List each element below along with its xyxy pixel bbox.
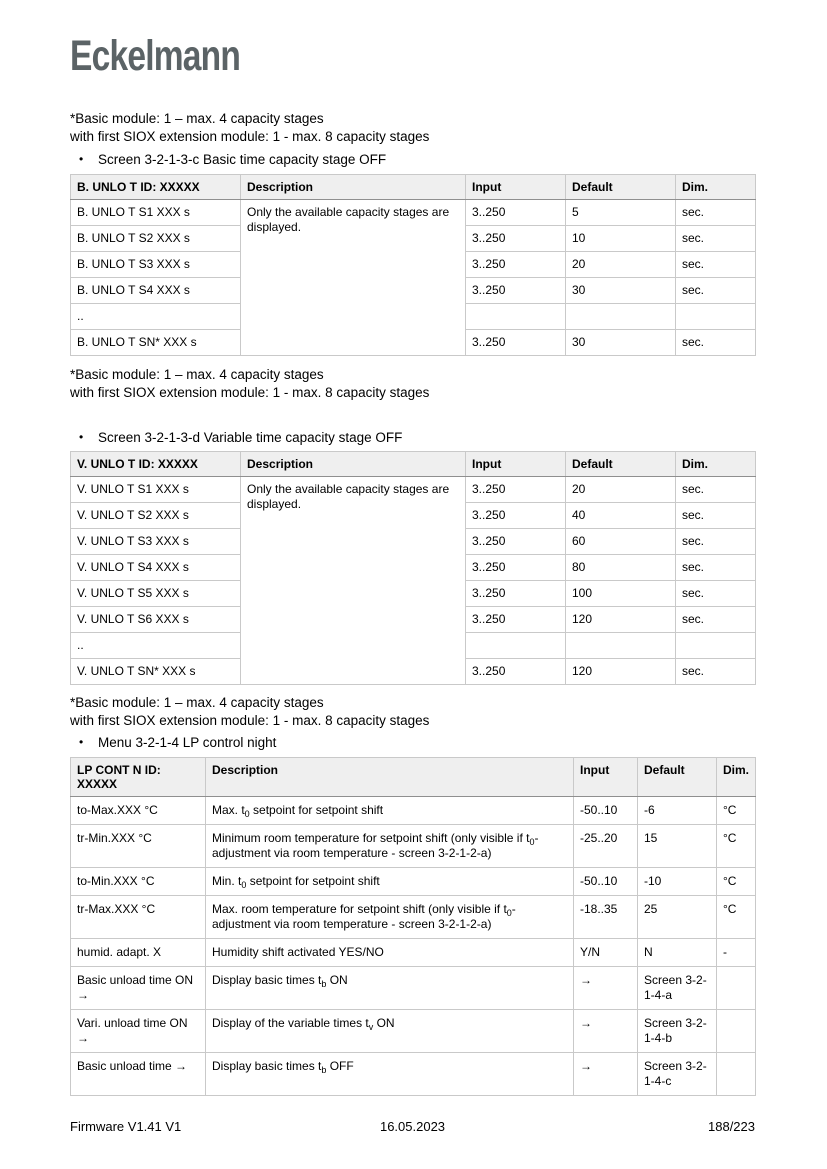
section-bullet-basic-time-off <box>70 151 755 168</box>
table-cell: Screen 3-2-1-4-b <box>638 1010 717 1053</box>
eckelmann-logo: Eckelmann <box>70 32 241 80</box>
table-row <box>71 868 756 896</box>
footer-date: 16.05.2023 <box>379 1119 446 1134</box>
table-cell: V. UNLO T S4 XXX s <box>71 555 241 581</box>
table-cell <box>717 1053 756 1096</box>
bullet-icon: • <box>79 152 84 166</box>
section-bullet-label: Menu 3-2-1-4 LP control night <box>98 735 277 750</box>
column-header: Dim. <box>676 175 756 200</box>
table-cell: sec. <box>676 252 756 278</box>
table-cell: Max. $t_0$ setpoint for setpoint shift <box>206 797 574 825</box>
table-cell: Basic unload time → <box>71 1053 206 1096</box>
table-cell: 3..250 <box>466 252 566 278</box>
bullet-icon: • <box>79 430 84 444</box>
table-cell: → <box>574 967 638 1010</box>
table-cell: tr-Min.XXX °C <box>71 825 206 868</box>
table-cell: V. UNLO T S6 XXX s <box>71 607 241 633</box>
table-row <box>71 896 756 939</box>
capacity-note <box>70 694 755 729</box>
table-row <box>71 797 756 825</box>
table-cell: humid. adapt. X <box>71 939 206 967</box>
table-cell: Vari. unload time ON → <box>71 1010 206 1053</box>
table-cell: .. <box>71 304 241 330</box>
table-cell: Y/N <box>574 939 638 967</box>
table-cell: 40 <box>566 503 676 529</box>
variable-time-capacity-table <box>70 451 756 685</box>
table-cell: sec. <box>676 607 756 633</box>
table-cell <box>566 304 676 330</box>
section-bullet-lp-control-night <box>70 734 755 751</box>
table-cell: sec. <box>676 200 756 226</box>
table-row <box>71 1053 756 1096</box>
table-cell: -6 <box>638 797 717 825</box>
table-cell: Max. room temperature for setpoint shift (only visible if $t_0$-adjustment via room temperature - screen 3-2-1-2-a) <box>206 896 574 939</box>
table-cell: N <box>638 939 717 967</box>
table-cell: → <box>574 1053 638 1096</box>
table-cell: 3..250 <box>466 581 566 607</box>
table-row <box>71 825 756 868</box>
table-cell: °C <box>717 896 756 939</box>
capacity-note <box>70 366 755 401</box>
table-row <box>71 967 756 1010</box>
table-cell: 60 <box>566 529 676 555</box>
table-cell: to-Max.XXX °C <box>71 797 206 825</box>
table-cell: V. UNLO T S2 XXX s <box>71 503 241 529</box>
capacity-note-line2: with first SIOX extension module: 1 - max. 8 capacity stages <box>70 128 430 144</box>
table-cell: 3..250 <box>466 330 566 356</box>
table-cell: 15 <box>638 825 717 868</box>
section-bullet-label: Screen 3-2-1-3-d Variable time capacity stage OFF <box>98 430 403 445</box>
table-cell: °C <box>717 797 756 825</box>
basic-time-capacity-table <box>70 174 756 356</box>
footer-page-number: 188/223 <box>708 1119 755 1134</box>
capacity-note-line1: *Basic module: 1 – max. 4 capacity stages <box>70 111 324 126</box>
table-cell: sec. <box>676 226 756 252</box>
table-cell: V. UNLO T SN* XXX s <box>71 659 241 685</box>
table-cell: 3..250 <box>466 226 566 252</box>
table-cell: .. <box>71 633 241 659</box>
table-cell <box>717 967 756 1010</box>
table-row <box>71 477 756 503</box>
table-row <box>71 1010 756 1053</box>
table-cell <box>566 633 676 659</box>
table-cell: Basic unload time ON → <box>71 967 206 1010</box>
table-cell: Humidity shift activated YES/NO <box>206 939 574 967</box>
column-header: LP CONT N ID: XXXXX <box>71 758 206 797</box>
table-cell: -18..35 <box>574 896 638 939</box>
table-cell: sec. <box>676 503 756 529</box>
table-cell: B. UNLO T S1 XXX s <box>71 200 241 226</box>
table-cell: 3..250 <box>466 555 566 581</box>
column-header: Dim. <box>717 758 756 797</box>
table-cell: -50..10 <box>574 797 638 825</box>
table-cell: sec. <box>676 555 756 581</box>
table-cell: Screen 3-2-1-4-a <box>638 967 717 1010</box>
table-cell <box>676 304 756 330</box>
table-cell: -25..20 <box>574 825 638 868</box>
table-cell: sec. <box>676 581 756 607</box>
section-bullet-label: Screen 3-2-1-3-c Basic time capacity stage OFF <box>98 152 387 167</box>
table-cell: 3..250 <box>466 503 566 529</box>
table-cell: °C <box>717 825 756 868</box>
table-cell: 80 <box>566 555 676 581</box>
table-cell: Only the available capacity stages are displayed. <box>241 477 466 685</box>
table-cell: 30 <box>566 330 676 356</box>
table-cell: 3..250 <box>466 607 566 633</box>
table-cell <box>466 633 566 659</box>
footer-firmware-version: Firmware V1.41 V1 <box>70 1119 182 1134</box>
table-cell: B. UNLO T S3 XXX s <box>71 252 241 278</box>
table-cell: V. UNLO T S3 XXX s <box>71 529 241 555</box>
table-cell: Display basic times $t_b$ ON <box>206 967 574 1010</box>
table-cell: 3..250 <box>466 200 566 226</box>
table-cell: Min. $t_0$ setpoint for setpoint shift <box>206 868 574 896</box>
column-header: Description <box>206 758 574 797</box>
table-cell: sec. <box>676 659 756 685</box>
column-header: Dim. <box>676 452 756 477</box>
capacity-note-line1: *Basic module: 1 – max. 4 capacity stages <box>70 367 324 382</box>
capacity-note-line2: with first SIOX extension module: 1 - max. 8 capacity stages <box>70 384 430 400</box>
capacity-note-line2: with first SIOX extension module: 1 - max. 8 capacity stages <box>70 712 430 728</box>
column-header: Input <box>466 175 566 200</box>
table-header-row <box>71 175 756 200</box>
table-cell: -50..10 <box>574 868 638 896</box>
table-cell: 25 <box>638 896 717 939</box>
table-cell: B. UNLO T S2 XXX s <box>71 226 241 252</box>
table-cell: °C <box>717 868 756 896</box>
table-cell: tr-Max.XXX °C <box>71 896 206 939</box>
table-row <box>71 200 756 226</box>
table-cell: 120 <box>566 607 676 633</box>
section-bullet-variable-time-off <box>70 429 755 446</box>
table-cell: 120 <box>566 659 676 685</box>
table-cell: sec. <box>676 529 756 555</box>
table-cell: -10 <box>638 868 717 896</box>
bullet-icon: • <box>79 735 84 749</box>
table-cell: to-Min.XXX °C <box>71 868 206 896</box>
table-cell: 3..250 <box>466 529 566 555</box>
capacity-note <box>70 110 755 145</box>
column-header: Input <box>574 758 638 797</box>
table-cell: V. UNLO T S5 XXX s <box>71 581 241 607</box>
table-cell: Display of the variable times $t_v$ ON <box>206 1010 574 1053</box>
table-cell <box>717 1010 756 1053</box>
column-header: Default <box>638 758 717 797</box>
table-cell: - <box>717 939 756 967</box>
column-header: B. UNLO T ID: XXXXX <box>71 175 241 200</box>
table-cell: Only the available capacity stages are displayed. <box>241 200 466 356</box>
column-header: Default <box>566 175 676 200</box>
table-cell: 5 <box>566 200 676 226</box>
table-cell: B. UNLO T SN* XXX s <box>71 330 241 356</box>
table-cell: 30 <box>566 278 676 304</box>
table-cell <box>466 304 566 330</box>
table-cell: sec. <box>676 330 756 356</box>
table-cell <box>676 633 756 659</box>
table-row <box>71 939 756 967</box>
table-cell: → <box>574 1010 638 1053</box>
table-cell: B. UNLO T S4 XXX s <box>71 278 241 304</box>
column-header: Description <box>241 175 466 200</box>
table-cell: 10 <box>566 226 676 252</box>
table-cell: V. UNLO T S1 XXX s <box>71 477 241 503</box>
table-cell: 3..250 <box>466 659 566 685</box>
table-cell: 3..250 <box>466 477 566 503</box>
table-cell: sec. <box>676 477 756 503</box>
table-cell: 3..250 <box>466 278 566 304</box>
table-cell: Minimum room temperature for setpoint shift (only visible if $t_0$-adjustment via room temperature - screen 3-2-1-2-a) <box>206 825 574 868</box>
table-cell: Screen 3-2-1-4-c <box>638 1053 717 1096</box>
lp-control-night-table <box>70 757 756 1096</box>
table-cell: 20 <box>566 477 676 503</box>
table-cell: 20 <box>566 252 676 278</box>
table-header-row <box>71 758 756 797</box>
table-cell: Display basic times $t_b$ OFF <box>206 1053 574 1096</box>
capacity-note-line1: *Basic module: 1 – max. 4 capacity stages <box>70 695 324 710</box>
column-header: Default <box>566 452 676 477</box>
table-cell: sec. <box>676 278 756 304</box>
column-header: Input <box>466 452 566 477</box>
table-header-row <box>71 452 756 477</box>
table-cell: 100 <box>566 581 676 607</box>
column-header: Description <box>241 452 466 477</box>
column-header: V. UNLO T ID: XXXXX <box>71 452 241 477</box>
